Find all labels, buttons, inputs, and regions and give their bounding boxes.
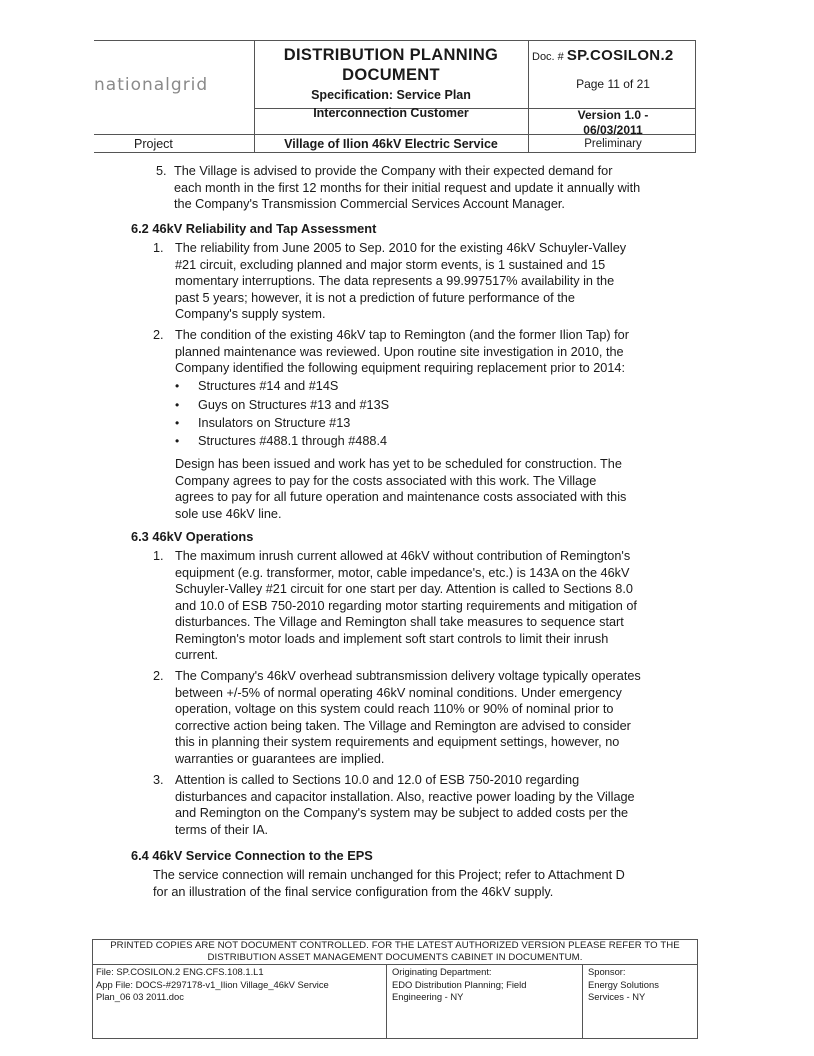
orig-line: Originating Department: [392, 966, 492, 977]
notice-line: DISTRIBUTION ASSET MANAGEMENT DOCUMENTS CABINET IN DOCUMENTUM. [207, 952, 583, 963]
item-6-3-2-number: 2. [153, 669, 164, 683]
document-status: Preliminary [584, 138, 642, 150]
text-line: disturbances and capacitor installation. Also, reactive power loading by the Village [175, 789, 635, 804]
text-line: The condition of the existing 46kV tap to Remington (and the former Ilion Tap) for [175, 328, 629, 342]
footer-notice [92, 940, 698, 964]
document-title [256, 45, 526, 85]
item-6-2-2-followup [175, 456, 694, 522]
doc-number-value: SP.COSILON.2 [566, 47, 674, 64]
text-line: The service connection will remain unchanged for this Project; refer to Attachment D [153, 868, 625, 882]
item-6-3-3-number: 3. [153, 773, 164, 787]
text-line: The Village is advised to provide the Company with their expected demand for [174, 164, 613, 178]
item-6-2-1-text [175, 240, 694, 323]
text-line: Company's supply system. [175, 307, 326, 321]
footer-col-divider-1 [386, 964, 387, 1039]
text-line: Company identified the following equipment requiring replacement prior to 2014: [175, 361, 625, 375]
item-6-3-2-text [175, 668, 694, 767]
file-line: File: SP.COSILON.2 ENG.CFS.108.1.L1 [96, 966, 264, 977]
title-line-2: DOCUMENT [342, 66, 440, 84]
sponsor-line: Sponsor: [588, 966, 626, 977]
text-line: terms of their IA. [175, 822, 269, 837]
text-line: planned maintenance was reviewed. Upon routine site investigation in 2010, the [175, 344, 624, 359]
text-line: each month in the first 12 months for their initial request and update it annually with [174, 180, 641, 195]
item-6-2-2-text [175, 327, 694, 377]
text-line: momentary interruptions. The data represents a 99.997517% availability in the [175, 274, 615, 288]
item-6-2-2-number: 2. [153, 328, 164, 342]
footer-bottom-border [92, 1038, 698, 1039]
item-6-3-3-text [175, 772, 694, 838]
item-5-text [174, 163, 694, 213]
section-6-3-heading: 6.3 46kV Operations [131, 529, 254, 544]
interconnection-label: Interconnection Customer [313, 106, 469, 120]
text-line: Schuyler-Valley #21 circuit for one start per day. Attention is called to Sections 8.0 [175, 582, 633, 596]
text-line: between +/-5% of normal operating 46kV nominal conditions. Under emergency [175, 685, 622, 700]
file-line: App File: DOCS-#297178-v1_Ilion Village_46kV Service [96, 978, 329, 990]
sponsor-line: Services - NY [588, 991, 646, 1002]
text-line: operation, voltage on this system could reach 110% or 90% of nominal prior to [175, 702, 614, 716]
version-info [532, 108, 694, 138]
header-bottom-border [94, 152, 696, 153]
page-number: Page 11 of 21 [576, 77, 650, 91]
item-5-number: 5. [156, 164, 167, 178]
text-line: and Remington on the Company's system may be subject to added costs per the [175, 806, 629, 820]
text-line: this in planning their system requirements and equipment settings, however, no [175, 735, 620, 749]
footer-sponsor [588, 966, 659, 1004]
item-6-3-1-number: 1. [153, 549, 164, 563]
text-line: disturbances. The Village and Remington shall take measures to sequence start [175, 615, 624, 629]
text-line: #21 circuit, excluding planned and major storm events, is 1 sustained and 15 [175, 257, 606, 272]
bullet-icon: • [175, 379, 180, 393]
text-line: The maximum inrush current allowed at 46kV without contribution of Remington's [175, 549, 631, 563]
specification-label: Specification: Service Plan [311, 88, 471, 102]
version-line-1: Version 1.0 - [577, 108, 649, 122]
text-line: past 5 years; however, it is not a prediction of future performance of the [175, 290, 575, 305]
text-line: Attention is called to Sections 10.0 and 12.0 of ESB 750-2010 regarding [175, 773, 580, 787]
text-line: warranties or guarantees are implied. [175, 751, 385, 766]
footer-notice-divider [92, 964, 698, 965]
section-6-4-heading: 6.4 46kV Service Connection to the EPS [131, 848, 373, 863]
file-line: Plan_06 03 2011.doc [96, 991, 184, 1002]
header-col-divider-1 [254, 40, 255, 153]
notice-line: PRINTED COPIES ARE NOT DOCUMENT CONTROLLED. FOR THE LATEST AUTHORIZED VERSION PLEASE REFER TO THE [110, 940, 680, 951]
bullet-item: Structures #14 and #14S [198, 379, 339, 393]
text-line: corrective action being taken. The Village and Remington are advised to consider [175, 718, 631, 733]
project-label: Project [134, 137, 173, 151]
company-logo: nationalgrid [94, 75, 209, 95]
text-line: sole use 46kV line. [175, 506, 282, 521]
text-line: The Company's 46kV overhead subtransmission delivery voltage typically operates [175, 669, 641, 683]
text-line: The reliability from June 2005 to Sep. 2010 for the existing 46kV Schuyler-Valley [175, 241, 627, 255]
item-6-2-1-number: 1. [153, 241, 164, 255]
bullet-item: Insulators on Structure #13 [198, 416, 351, 430]
section-6-2-heading: 6.2 46kV Reliability and Tap Assessment [131, 221, 377, 236]
footer-col-divider-2 [582, 964, 583, 1039]
bullet-icon: • [175, 416, 180, 430]
document-footer [92, 939, 698, 1039]
header-right-border [695, 40, 696, 153]
item-6-3-1-text [175, 548, 694, 664]
bullet-item: Structures #488.1 through #488.4 [198, 434, 388, 448]
header-top-border [94, 40, 696, 41]
footer-originating-department [392, 966, 526, 1004]
footer-file-info [96, 966, 329, 1004]
document-header [94, 40, 696, 153]
sponsor-line: Energy Solutions [588, 978, 659, 990]
bullet-item: Guys on Structures #13 and #13S [198, 398, 390, 412]
text-line: Remington's motor loads and implement soft start controls to limit their inrush [175, 631, 609, 646]
doc-number-label: Doc. # [532, 51, 564, 63]
document-number [532, 47, 674, 64]
text-line: Company agrees to pay for the costs associated with this work. The Village [175, 473, 597, 488]
text-line: and 10.0 of ESB 750-2010 regarding motor starting requirements and mitigation of [175, 598, 637, 613]
text-line: agrees to pay for all future operation and maintenance costs associated with this [175, 490, 627, 504]
project-value: Village of Ilion 46kV Electric Service [284, 137, 498, 151]
text-line: for an illustration of the final service configuration from the 46kV supply. [153, 884, 554, 899]
orig-line: Engineering - NY [392, 991, 464, 1002]
text-line: Design has been issued and work has yet to be scheduled for construction. The [175, 457, 622, 471]
version-line-2: 06/03/2011 [583, 123, 643, 137]
text-line: the Company's Transmission Commercial Services Account Manager. [174, 197, 565, 211]
title-line-1: DISTRIBUTION PLANNING [283, 46, 499, 64]
header-col-divider-2 [528, 40, 529, 153]
text-line: equipment (e.g. transformer, motor, cable impedance's, etc.) is 143A on the 46kV [175, 565, 630, 580]
bullet-icon: • [175, 398, 180, 412]
bullet-icon: • [175, 434, 180, 448]
orig-line: EDO Distribution Planning; Field [392, 978, 527, 990]
text-line: current. [175, 648, 219, 662]
section-6-4-text [153, 867, 694, 900]
